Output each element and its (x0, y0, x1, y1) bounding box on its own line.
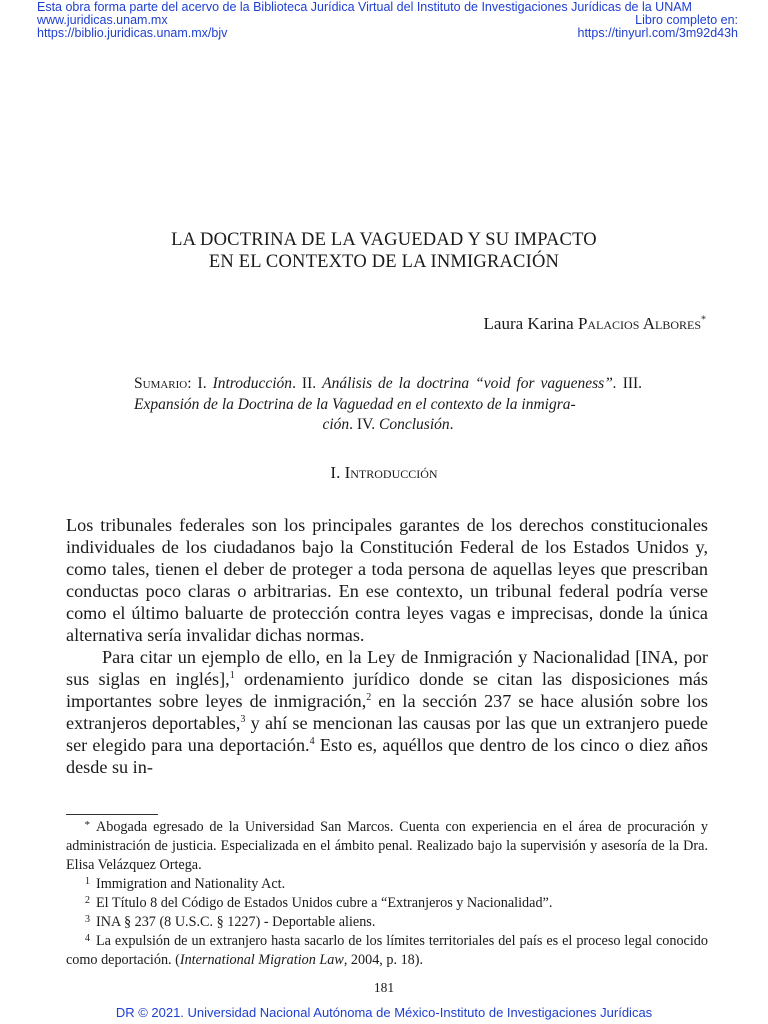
paragraph-1: Los tribunales federales son los principales garantes de los derechos constitucionales individuales de los ciudadanos bajo la Constitución Federal de los Estados Unidos y, como tales, tienen el deber de proteger a toda persona de aquellas leyes que prescriban conductas poco claras o arbitrarias. En ese contexto, un tribunal federal podría verse como el último baluarte de protección contra leyes vagas e imprecisas, donde la única alternativa sería invalidar dichas normas. (66, 515, 708, 645)
chapter-title-line-1: LA DOCTRINA DE LA VAGUEDAD Y SU IMPACTO (171, 230, 597, 250)
footnote-3 (66, 913, 708, 932)
footnote-ref-3[interactable]: 3 (240, 713, 246, 725)
summary-item-2-number: II. (301, 375, 317, 392)
author-name (484, 314, 706, 334)
paragraph-2-part-d: y ahí se mencionan las causas por las que un extranjero puede ser elegido para una deportación. (66, 713, 708, 755)
footnote-4-text-b: , 2004, p. 18). (343, 952, 424, 968)
footnotes (66, 818, 708, 970)
summary-item-2-title: Análisis de la doctrina “void for vagueness”. (322, 375, 617, 392)
summary-item-3-title: Expansión de la Doctrina de la Vaguedad en el contexto de la inmigra- (134, 395, 576, 413)
footnote-author (66, 818, 708, 875)
summary-item-3-title-end: ción (322, 416, 350, 433)
bjv-link[interactable]: https://biblio.juridicas.unam.mx/bjv (37, 26, 228, 40)
paragraph-2-part-c: en la sección 237 se hace alusión sobre los extranjeros deportables, (66, 691, 708, 733)
summary-item-1-title: Introducción (212, 375, 293, 392)
footnote-2-number: 2 (85, 895, 90, 906)
source-banner (0, 0, 768, 40)
body-text (66, 514, 708, 778)
footnote-1-number: 1 (85, 876, 90, 887)
juridicas-site-link[interactable]: www.juridicas.unam.mx (37, 13, 168, 27)
paragraph-2-part-a: Para citar un ejemplo de ello, en la Ley de Inmigración y Nacionalidad [INA, por sus siglas en inglés], (66, 647, 708, 689)
section-heading: I. Introducción (330, 463, 438, 482)
book-label: Libro completo en: (635, 13, 738, 27)
footnote-divider (66, 814, 158, 815)
footnote-2 (66, 894, 708, 913)
summary-item-4-title: Conclusión (379, 416, 450, 433)
book-link[interactable]: https://tinyurl.com/3m92d43h (577, 26, 738, 40)
footnote-4-text-a: La expulsión de un extranjero hasta sacarlo de los límites territoriales del país es el proceso legal conocido como deportación. ( (66, 933, 708, 968)
paragraph-2-part-e: Esto es, aquéllos que dentro de los cinco o diez años desde su in- (66, 735, 708, 777)
footnote-4-citation: International Migration Law (179, 952, 344, 968)
copyright-footer: DR © 2021. Universidad Nacional Autónoma de México-Instituto de Investigaciones Jurídicas (115, 1005, 653, 1020)
paragraph-2-part-b: ordenamiento jurídico donde se citan las disposiciones más importantes sobre leyes de inmigración, (66, 669, 708, 711)
author-footnote-mark: * (701, 314, 706, 326)
footnote-ref-4[interactable]: 4 (309, 735, 315, 747)
footnote-ref-1[interactable]: 1 (229, 669, 235, 681)
footnote-1-text: Immigration and Nationality Act. (96, 876, 286, 892)
paragraph-2 (66, 646, 708, 778)
banner-collection-notice: Esta obra forma parte del acervo de la Biblioteca Jurídica Virtual del Instituto de Investigaciones Jurídicas de la UNAM (37, 0, 692, 14)
summary-item-1-number: I. (197, 375, 207, 392)
footnote-author-mark: * (84, 819, 90, 831)
summary-item-3-number: III. (622, 375, 643, 392)
footnote-author-text: Abogada egresado de la Universidad San Marcos. Cuenta con experiencia en el área de procuración y administración de justicia. Especializada en el ámbito penal. Realizado bajo la supervisión y asesoría de la Dra. Elisa Velázquez Ortega. (66, 819, 708, 873)
author-given-name: Laura Karina (483, 314, 574, 333)
footnote-ref-2[interactable]: 2 (366, 691, 372, 703)
author-surname: Palacios Albores (577, 314, 701, 333)
summary-block: Sumario: I. Introducción. II. Análisis de la doctrina “void for vagueness”. III. Expansión de la Doctrina de la Vaguedad en el contexto de la inmigra- ción. IV. Conclusión. (134, 374, 642, 436)
chapter-title (0, 229, 768, 273)
summary-label: Sumario: (134, 375, 192, 392)
summary-item-4-number: IV. (356, 416, 376, 433)
footnote-2-text: El Título 8 del Código de Estados Unidos cubre a “Extranjeros y Nacionalidad”. (96, 895, 553, 911)
summary-last-line: ción. IV. Conclusión. (322, 416, 454, 433)
footnote-4 (66, 932, 708, 970)
footnote-3-text: INA § 237 (8 U.S.C. § 1227) - Deportable aliens. (96, 914, 376, 930)
footnote-1 (66, 875, 708, 894)
footnote-3-number: 3 (85, 914, 90, 925)
chapter-title-line-2: EN EL CONTEXTO DE LA INMIGRACIÓN (208, 252, 560, 272)
footnote-4-number: 4 (85, 933, 90, 944)
page-number: 181 (373, 980, 395, 995)
